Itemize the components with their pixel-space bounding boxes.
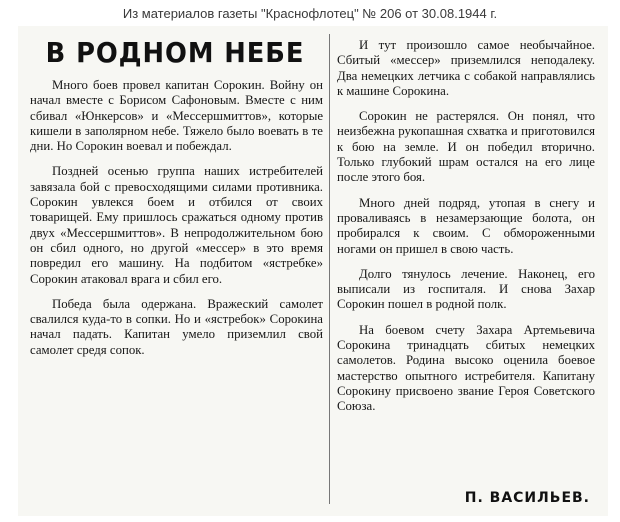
paragraph: Много боев провел капитан Сорокин. Войну он начал вместе с Борисом Сафоновым. Вместе с ним сбивал «Юнкерсов» и «Мессершмиттов», которые кишели в заполярном небе. Тяжело было воевать в те дни. Но Сорокин воевал и побеждал. <box>30 78 323 154</box>
paragraph: Победа была одержана. Вражеский самолет свалился куда-то в сопки. Но и «ястребок» Сорокина начал падать. Капитан умело приземлил свой самолет средя сопок. <box>30 296 323 357</box>
left-column <box>30 78 323 368</box>
page-caption: Из материалов газеты "Краснофлотец" № 206 от 30.08.1944 г. <box>122 6 498 21</box>
paragraph: Поздней осенью группа наших истребителей завязала бой с превосходящими силами противника. Сорокин увлекся боем и отбился от своих товарищей. Ему пришлось сражаться одному против двух «Мессершмиттов». В непродолжительном бою он сбил одного, но другой «мессер» в это время повредил его машину. На подбитом «ястребке» Сорокин атаковал врага и сбил его. <box>30 164 323 286</box>
author-signature: П. ВАСИЛЬЕВ. <box>464 490 590 506</box>
paragraph: И тут произошло самое необычайное. Сбитый «мессер» приземлился неподалеку. Два немецких летчика с собакой направлялись к машине Сорокина. <box>337 38 595 98</box>
column-divider <box>329 34 330 504</box>
right-column <box>337 38 595 425</box>
article-headline: В РОДНОМ НЕБЕ <box>45 36 305 69</box>
paragraph: Сорокин не растерялся. Он понял, что неизбежна рукопашная схватка и приготовился к бою на земле. И он победил вторично. Только глубокий шрам остался на его лице после этого боя. <box>337 109 595 185</box>
paragraph: Много дней подряд, утопая в снегу и проваливаясь в незамерзающие болота, он пробирался к своим. С обмороженными ногами он пришел в свою часть. <box>337 195 595 256</box>
paragraph: Долго тянулось лечение. Наконец, его выписали из госпиталя. И снова Захар Сорокин пошел в родной полк. <box>337 266 595 312</box>
paragraph: На боевом счету Захара Артемьевича Сорокина тринадцать сбитых немецких самолетов. Родина высоко оценила боевое мастерство опытного истребителя. Капитану Сорокину присвоено звание Героя Советского Союза. <box>337 322 595 414</box>
